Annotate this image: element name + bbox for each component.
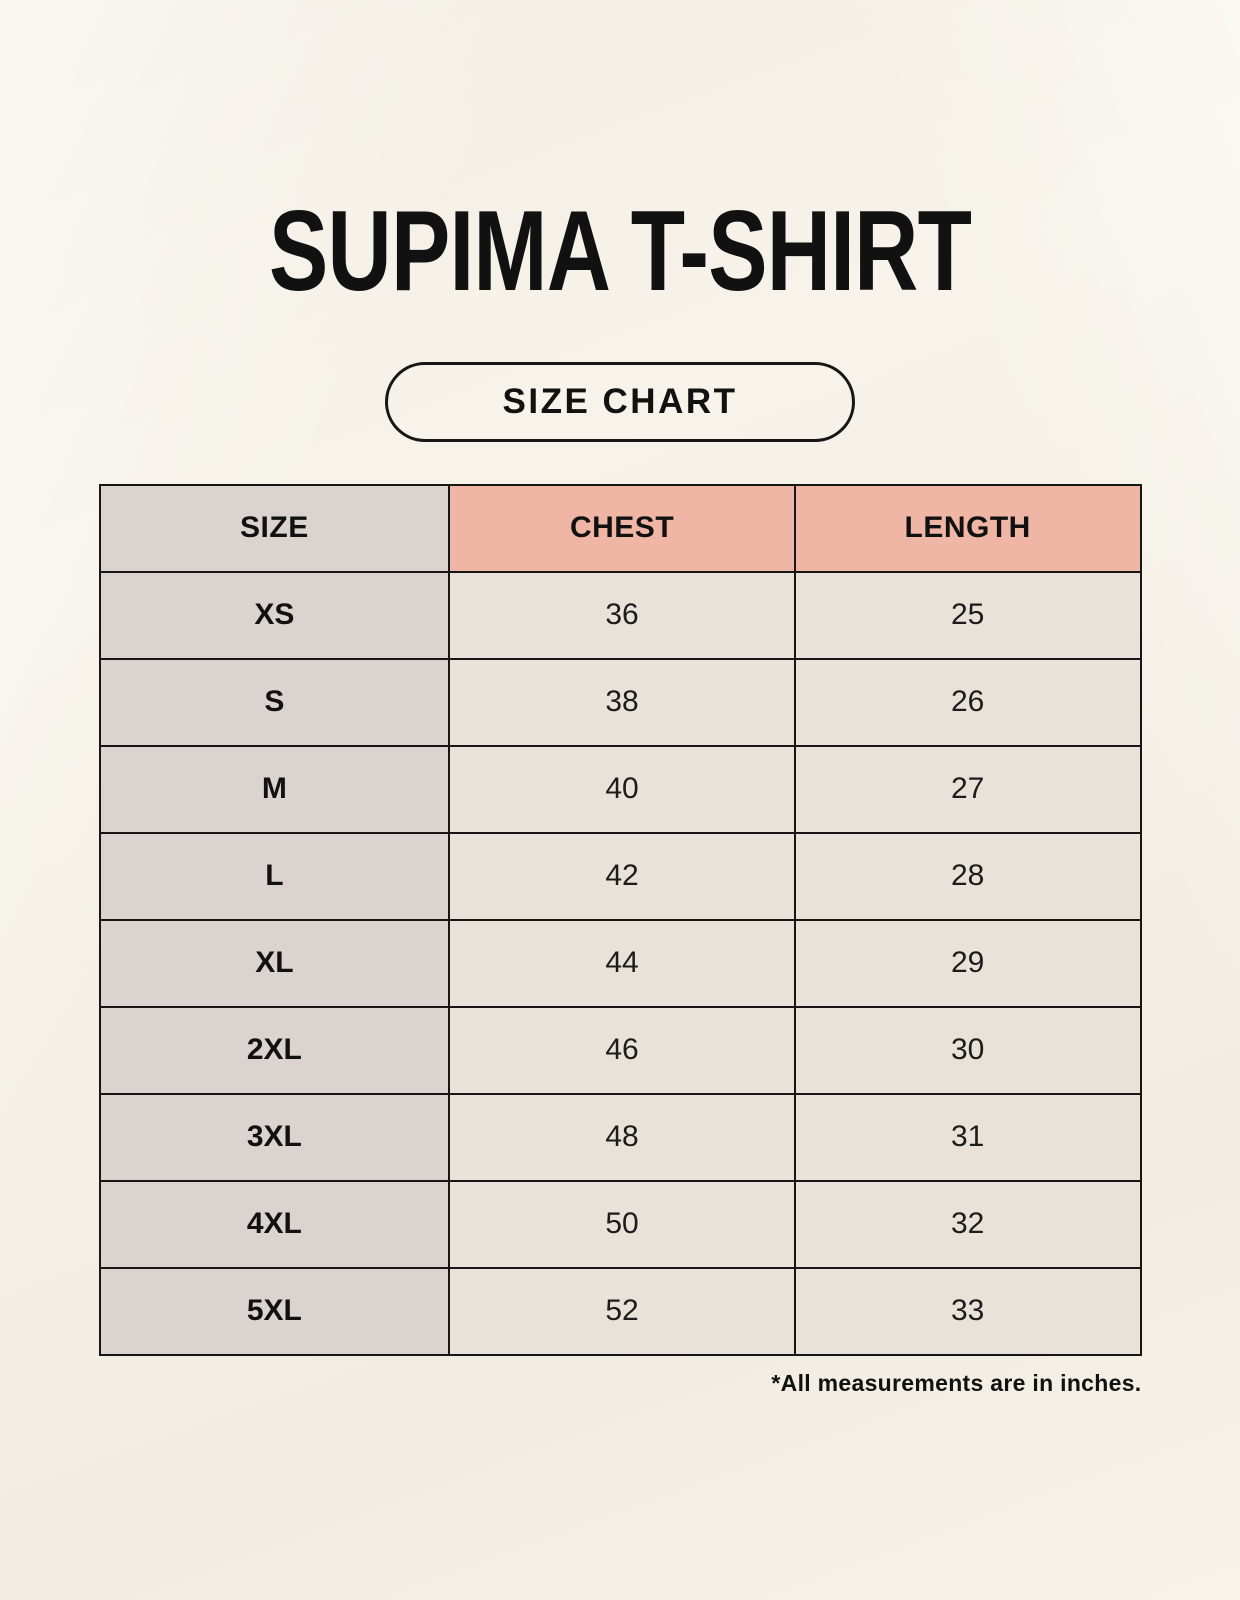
size-cell: 4XL — [100, 1181, 450, 1268]
table-row — [100, 833, 1141, 920]
size-cell: 3XL — [100, 1094, 450, 1181]
chest-cell: 50 — [449, 1181, 795, 1268]
table-row — [100, 659, 1141, 746]
size-chart-button-label: SIZE CHART — [502, 381, 738, 421]
length-cell: 27 — [795, 746, 1141, 833]
header-row — [100, 485, 1141, 572]
size-chart-button[interactable] — [385, 362, 855, 442]
chest-cell: 52 — [449, 1268, 795, 1355]
chest-cell: 44 — [449, 920, 795, 1007]
table-row — [100, 920, 1141, 1007]
page-title: SUPIMA T-SHIRT — [268, 188, 972, 315]
table-body — [100, 572, 1141, 1355]
size-cell: S — [100, 659, 450, 746]
size-cell: L — [100, 833, 450, 920]
table-row — [100, 572, 1141, 659]
size-cell: XL — [100, 920, 450, 1007]
chest-cell: 46 — [449, 1007, 795, 1094]
length-cell: 25 — [795, 572, 1141, 659]
chest-cell: 38 — [449, 659, 795, 746]
table-row — [100, 1094, 1141, 1181]
table-header — [100, 485, 1141, 572]
length-cell: 33 — [795, 1268, 1141, 1355]
length-cell: 30 — [795, 1007, 1141, 1094]
length-cell: 31 — [795, 1094, 1141, 1181]
chest-cell: 40 — [449, 746, 795, 833]
table-row — [100, 1007, 1141, 1094]
size-cell: M — [100, 746, 450, 833]
chest-cell: 36 — [449, 572, 795, 659]
chest-cell: 42 — [449, 833, 795, 920]
col-header-size: SIZE — [100, 485, 450, 572]
chest-cell: 48 — [449, 1094, 795, 1181]
size-cell: XS — [100, 572, 450, 659]
measurements-footnote: *All measurements are in inches. — [771, 1369, 1142, 1396]
size-cell: 2XL — [100, 1007, 450, 1094]
table-row — [100, 1181, 1141, 1268]
length-cell: 32 — [795, 1181, 1141, 1268]
length-cell: 29 — [795, 920, 1141, 1007]
col-header-length: LENGTH — [795, 485, 1141, 572]
length-cell: 28 — [795, 833, 1141, 920]
size-chart-table-wrap — [99, 484, 1142, 1356]
table-row — [100, 746, 1141, 833]
title-wrap — [0, 188, 1240, 315]
length-cell: 26 — [795, 659, 1141, 746]
size-chart-table — [99, 484, 1142, 1356]
col-header-chest: CHEST — [449, 485, 795, 572]
table-row — [100, 1268, 1141, 1355]
size-cell: 5XL — [100, 1268, 450, 1355]
